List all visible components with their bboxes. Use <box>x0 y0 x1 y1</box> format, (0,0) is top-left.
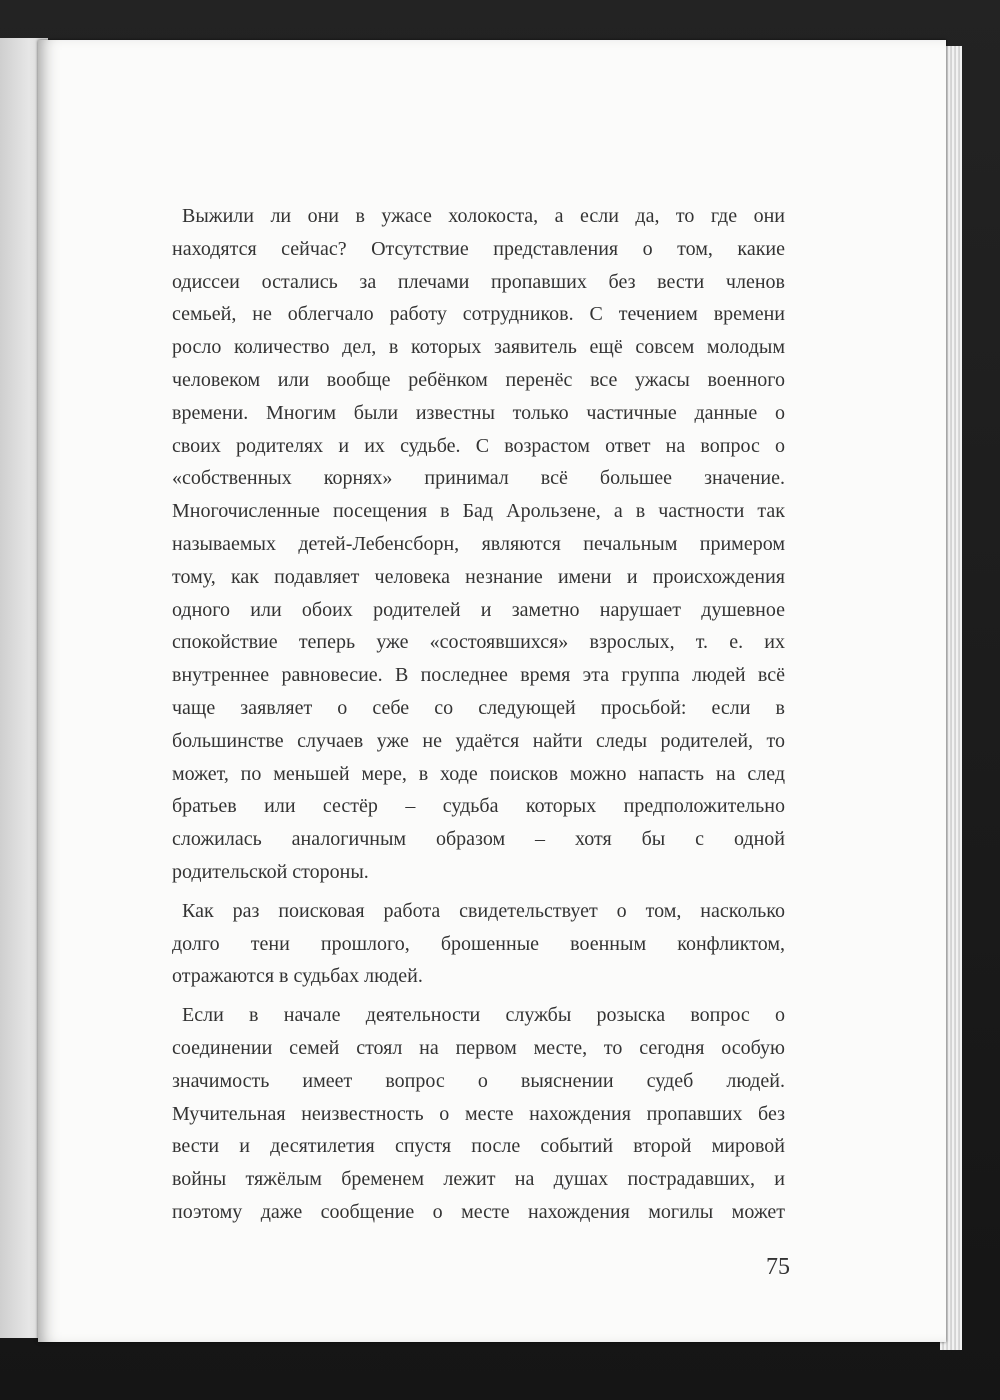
text-line: своих родителях и их судьбе. С возрастом ответ на вопрос о <box>172 434 785 457</box>
text-line: «собственных корнях» принимал всё большее значение. <box>172 467 785 490</box>
text-line: спокойствие теперь уже «состоявшихся» взрослых, т. е. их <box>172 631 785 654</box>
text-line: времени. Многим были известны только частичные данные о <box>172 401 785 424</box>
text-line: чаще заявляет о себе со следующей просьбой: если в <box>172 696 785 719</box>
text-line: тому, как подавляет человека незнание имени и происхождения <box>172 565 785 588</box>
text-line: значимость имеет вопрос о выяснении судеб людей. <box>172 1069 785 1092</box>
text-line: семьей, не облегчало работу сотрудников. С течением времени <box>172 303 785 326</box>
page-number: 75 <box>766 1254 790 1280</box>
text-line: называемых детей-Лебенсборн, являются печальным примером <box>172 532 785 555</box>
text-line: Выжили ли они в ужасе холокоста, а если да, то где они <box>182 205 785 227</box>
text-line: сложилась аналогичным образом – хотя бы с одной <box>172 828 785 851</box>
text-line: Как раз поисковая работа свидетельствует о том, насколько <box>182 899 785 922</box>
text-line: соединении семей стоял на первом месте, то сегодня особую <box>172 1036 785 1059</box>
text-line: Многочисленные посещения в Бад Арользене, а в частности так <box>172 500 785 523</box>
text-line: братьев или сестёр – судьба которых предположительно <box>172 795 785 818</box>
text-line: внутреннее равновесие. В последнее время эта группа людей всё <box>172 664 785 687</box>
text-line: находятся сейчас? Отсутствие представления о том, какие <box>172 237 785 260</box>
text-line: росло количество дел, в которых заявитель ещё совсем молодым <box>172 336 785 359</box>
text-line: одиссеи остались за плечами пропавших без вести членов <box>172 270 785 293</box>
body-text <box>172 200 785 1229</box>
text-line: большинстве случаев уже не удаётся найти следы родителей, то <box>172 729 785 752</box>
text-line: вести и десятилетия спустя после событий второй мировой <box>172 1135 785 1158</box>
text-line: родительской стороны. <box>172 860 369 883</box>
text-line: может, по меньшей мере, в ходе поисков можно напасть на след <box>172 762 785 785</box>
text-line: Мучительная неизвестность о месте нахождения пропавших без <box>172 1102 785 1125</box>
text-line: Если в начале деятельности службы розыска вопрос о <box>182 1004 785 1027</box>
text-line: отражаются в судьбах людей. <box>172 965 423 988</box>
book-page <box>38 40 946 1342</box>
text-line: поэтому даже сообщение о месте нахождения могилы может <box>172 1200 785 1223</box>
text-line: человеком или вообще ребёнком перенёс все ужасы военного <box>172 368 785 391</box>
paragraph <box>172 200 785 889</box>
paragraph <box>172 999 785 1229</box>
text-line: долго тени прошлого, брошенные военным конфликтом, <box>172 932 785 955</box>
paragraph <box>172 895 785 993</box>
text-line: одного или обоих родителей и заметно нарушает душевное <box>172 598 785 621</box>
text-line: войны тяжёлым бременем лежит на душах пострадавших, и <box>172 1168 785 1191</box>
